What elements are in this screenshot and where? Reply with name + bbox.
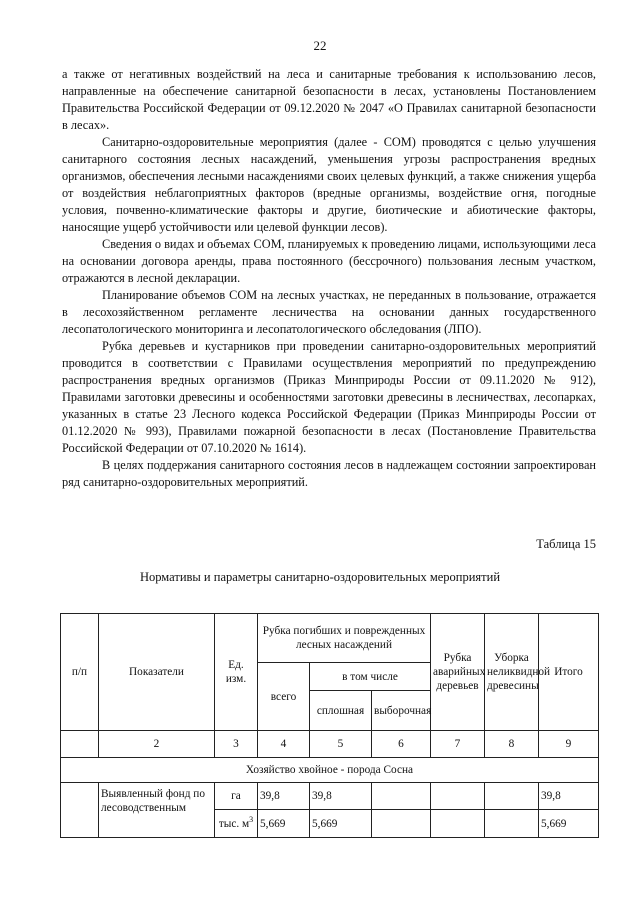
row-cleanup [485,783,539,810]
paragraph: Планирование объемов СОМ на лесных участках, не переданных в пользование, отражается в лесохозяйственном регламенте лесничества на основании данных государственного лесопатологического мониторинга и лесопатологического обследования (ЛПО). [62,288,596,336]
norms-table [60,613,599,838]
number-cell [61,731,99,758]
row-clear: 39,8 [310,783,372,810]
unit-superscript: 3 [249,814,254,824]
paragraph: Санитарно-оздоровительные мероприятия (далее - СОМ) проводятся с целью улучшения санитарного состояния лесных насаждений, уменьшения угрозы распространения вредных организмов, обеспечения лесными насаждениями своих целевых функций, а также снижения ущерба от воздействия неблагоприятных факторов (вредные организмы, воздействие огня, погодные условия, почвенно-климатические факторы и другие, биотические и абиотические факторы, наносящие ущерб устойчивости или целевой функции лесов). [62,135,596,234]
number-cell: 5 [310,731,372,758]
row-cleanup [485,810,539,838]
header-total: Итого [539,614,599,731]
table-number-row [61,731,599,758]
row-selective [372,810,431,838]
row-total: 5,669 [539,810,599,838]
number-cell: 3 [215,731,258,758]
unit-text: тыс. м [218,817,250,830]
number-cell: 9 [539,731,599,758]
header-emergency: Рубка аварийных деревьев [431,614,485,731]
number-cell: 4 [258,731,310,758]
number-cell: 6 [372,731,431,758]
row-indicator: Выявленный фонд по лесоводственным [99,783,215,838]
table-label: Таблица 15 [536,537,596,551]
section-title: Хозяйство хвойное - порода Сосна [61,758,599,783]
page-number: 22 [313,38,327,53]
row-clear: 5,669 [310,810,372,838]
paragraph: Сведения о видах и объемах СОМ, планируемых к проведению лицами, использующими леса на основании договора аренды, права постоянного (бессрочного) пользования лесным участком, отражаются в лесной декларации. [62,237,596,285]
row-np [61,783,99,838]
row-unit [215,810,258,838]
header-felling-group: Рубка погибших и поврежденных лесных насаждений [258,614,431,663]
row-selective [372,783,431,810]
number-cell: 2 [99,731,215,758]
header-including: в том числе [310,663,431,691]
paragraph: Рубка деревьев и кустарников при проведении санитарно-оздоровительных мероприятий проводится в соответствии с Правилами осуществления мероприятий по предупреждению распространения вредных организмов (Приказ Минприроды России от 09.11.2020 № 912), Правилами заготовки древесины и особенностями заготовки древесины в лесничествах, лесопарках, указанных в статье 23 Лесного кодекса Российской Федерации (Приказ Минприроды России от 01.12.2020 № 993), Правилами пожарной безопасности в лесах (Постановление Правительства Российской Федерации от 07.10.2020 № 1614). [62,339,596,455]
row-emergency [431,810,485,838]
number-cell: 8 [485,731,539,758]
header-clear: сплошная [310,691,372,731]
row-total: 39,8 [539,783,599,810]
number-cell: 7 [431,731,485,758]
paragraph: а также от негативных воздействий на леса и санитарные требования к использованию лесов, направленные на обеспечение санитарной безопасности в лесах, установлены Постановлением Правительства Российской Федерации от 09.12.2020 № 2047 «О Правилах санитарной безопасности в лесах». [62,67,596,132]
header-total-felling: всего [258,663,310,731]
row-total-felling: 39,8 [258,783,310,810]
header-unit: Ед. изм. [215,614,258,731]
table-title: Нормативы и параметры санитарно-оздоровительных мероприятий [139,570,501,584]
row-unit: га [215,783,258,810]
table-header-row-1 [61,614,599,663]
paragraph: В целях поддержания санитарного состояния лесов в надлежащем состоянии запроектирован ряд санитарно-оздоровительных мероприятий. [62,458,596,489]
table-section-row [61,758,599,783]
row-emergency [431,783,485,810]
header-cleanup: Уборка неликвидной древесины [485,614,539,731]
table-row [61,783,599,810]
header-selective: выборочная [372,691,431,731]
header-np: п/п [61,614,99,731]
row-total-felling: 5,669 [258,810,310,838]
body-text [62,66,596,491]
header-indicators: Показатели [99,614,215,731]
